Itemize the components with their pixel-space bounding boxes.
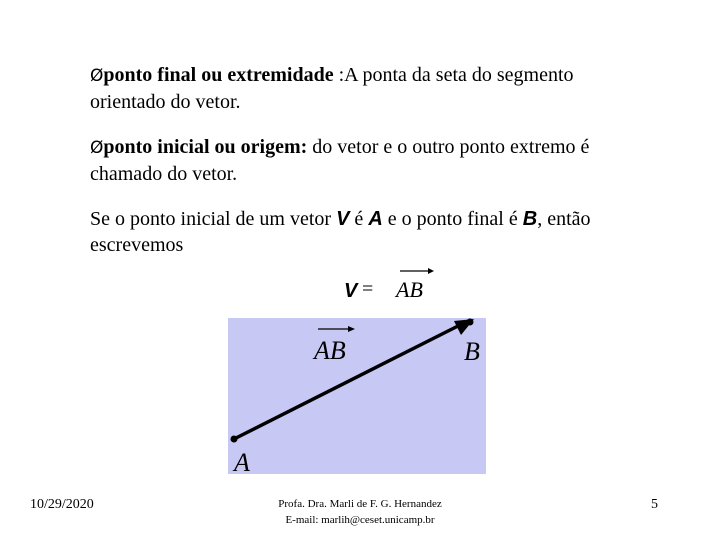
formula-arrowhead-icon [428, 268, 434, 274]
author-email: E-mail: marlih@ceset.unicamp.br [285, 514, 435, 526]
term-end-point: ponto final ou extremidade [103, 64, 334, 86]
symbol-a: A [368, 208, 383, 230]
page-number: 5 [651, 497, 658, 512]
label-arrowhead-icon [348, 326, 355, 332]
vector-formula [340, 262, 460, 302]
sentence-text: e o ponto final é [382, 208, 523, 230]
sentence-text: é [349, 208, 369, 230]
term-start-point: ponto inicial ou origem: [103, 136, 308, 158]
formula-equals: = [362, 278, 374, 300]
sentence-text: , então escrevemos [90, 208, 591, 256]
bullet-arrow-icon: Ø [90, 66, 104, 86]
notation-sentence [90, 206, 630, 258]
symbol-b: B [522, 208, 538, 230]
footer-date: 10/29/2020 [30, 497, 94, 512]
definition-start-point [90, 134, 630, 187]
point-a-dot [231, 436, 238, 443]
bullet-arrow-icon: Ø [90, 138, 104, 158]
footer-author [250, 496, 470, 528]
point-b-dot [467, 319, 474, 326]
vector-ab-line [234, 326, 458, 439]
definition-end-point [90, 62, 630, 115]
sentence-text: Se o ponto inicial de um vetor [90, 208, 337, 230]
vector-label-ab: AB [314, 336, 346, 365]
definition-text: do vetor e o outro ponto extremo é chamado do vetor. [90, 136, 590, 185]
point-b-label: B [464, 337, 480, 366]
author-name: Profa. Dra. Marli de F. G. Hernandez [278, 498, 442, 510]
symbol-v: V [336, 208, 350, 230]
formula-ab: AB [396, 277, 423, 302]
formula-v: V [344, 280, 358, 302]
vector-figure [228, 318, 486, 474]
point-a-label: A [234, 448, 250, 474]
definition-text: :A ponta da seta do segmento orientado do vetor. [90, 64, 574, 113]
